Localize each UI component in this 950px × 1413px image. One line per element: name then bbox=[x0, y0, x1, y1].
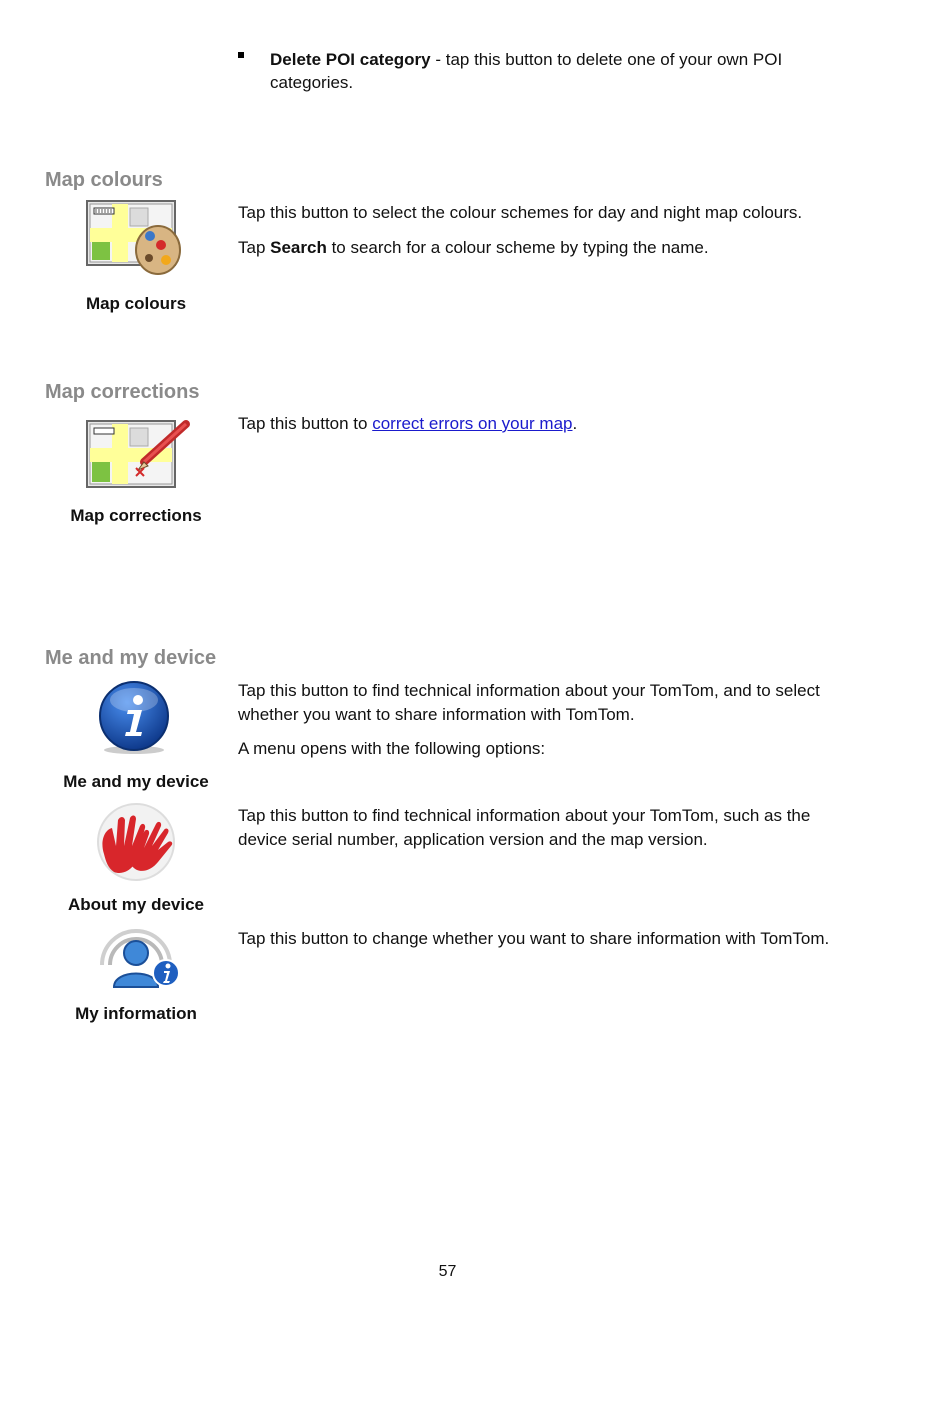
description-about-my-device bbox=[238, 804, 838, 862]
text: Tap this button to bbox=[238, 414, 373, 433]
text: . bbox=[572, 414, 578, 433]
correct-errors-link[interactable]: correct errors on your map bbox=[372, 414, 573, 433]
paragraph bbox=[238, 236, 838, 260]
caption-my-information: My information bbox=[75, 1004, 197, 1023]
paragraph: Tap this button to select the colour schemes for day and night map colours. bbox=[238, 203, 803, 222]
text: Tap bbox=[238, 237, 271, 257]
caption-about-my-device: About my device bbox=[67, 895, 205, 914]
description-map-colours bbox=[238, 201, 838, 270]
paragraph bbox=[238, 412, 838, 436]
page-number: 57 bbox=[438, 1263, 457, 1280]
paragraph: Tap this button to change whether you want to share information with TomTom. bbox=[238, 929, 830, 948]
paragraph: A menu opens with the following options: bbox=[238, 739, 546, 758]
map-pencil-icon[interactable] bbox=[86, 418, 196, 495]
caption-me-and-my-device: Me and my device bbox=[63, 772, 209, 791]
paragraph: Tap this button to find technical information about your TomTom, and to select whether you want to share information with TomTom. bbox=[238, 681, 820, 724]
bullet-text bbox=[270, 48, 830, 94]
bullet-marker bbox=[238, 52, 244, 58]
map-palette-icon[interactable] bbox=[86, 200, 182, 283]
bullet-bold-term: Delete POI category bbox=[270, 50, 431, 69]
bold-term: Search bbox=[270, 237, 327, 257]
bullet-description: - tap this button to delete one of your own POI categories. bbox=[270, 50, 783, 92]
heading-map-corrections: Map corrections bbox=[45, 381, 200, 403]
heading-me-and-my-device: Me and my device bbox=[45, 647, 217, 669]
description-me-and-my-device bbox=[238, 679, 838, 772]
text: to search for a colour scheme by typing the name. bbox=[326, 237, 709, 257]
caption-map-corrections: Map corrections bbox=[70, 506, 202, 525]
info-icon[interactable] bbox=[96, 680, 172, 761]
person-info-icon[interactable] bbox=[94, 925, 186, 996]
description-my-information bbox=[238, 927, 838, 962]
caption-map-colours: Map colours bbox=[85, 294, 187, 313]
tomtom-hands-icon[interactable] bbox=[94, 802, 178, 887]
heading-map-colours: Map colours bbox=[45, 169, 163, 191]
paragraph: Tap this button to find technical information about your TomTom, such as the device serial number, application version and the map version. bbox=[238, 806, 811, 849]
description-map-corrections bbox=[238, 412, 838, 447]
